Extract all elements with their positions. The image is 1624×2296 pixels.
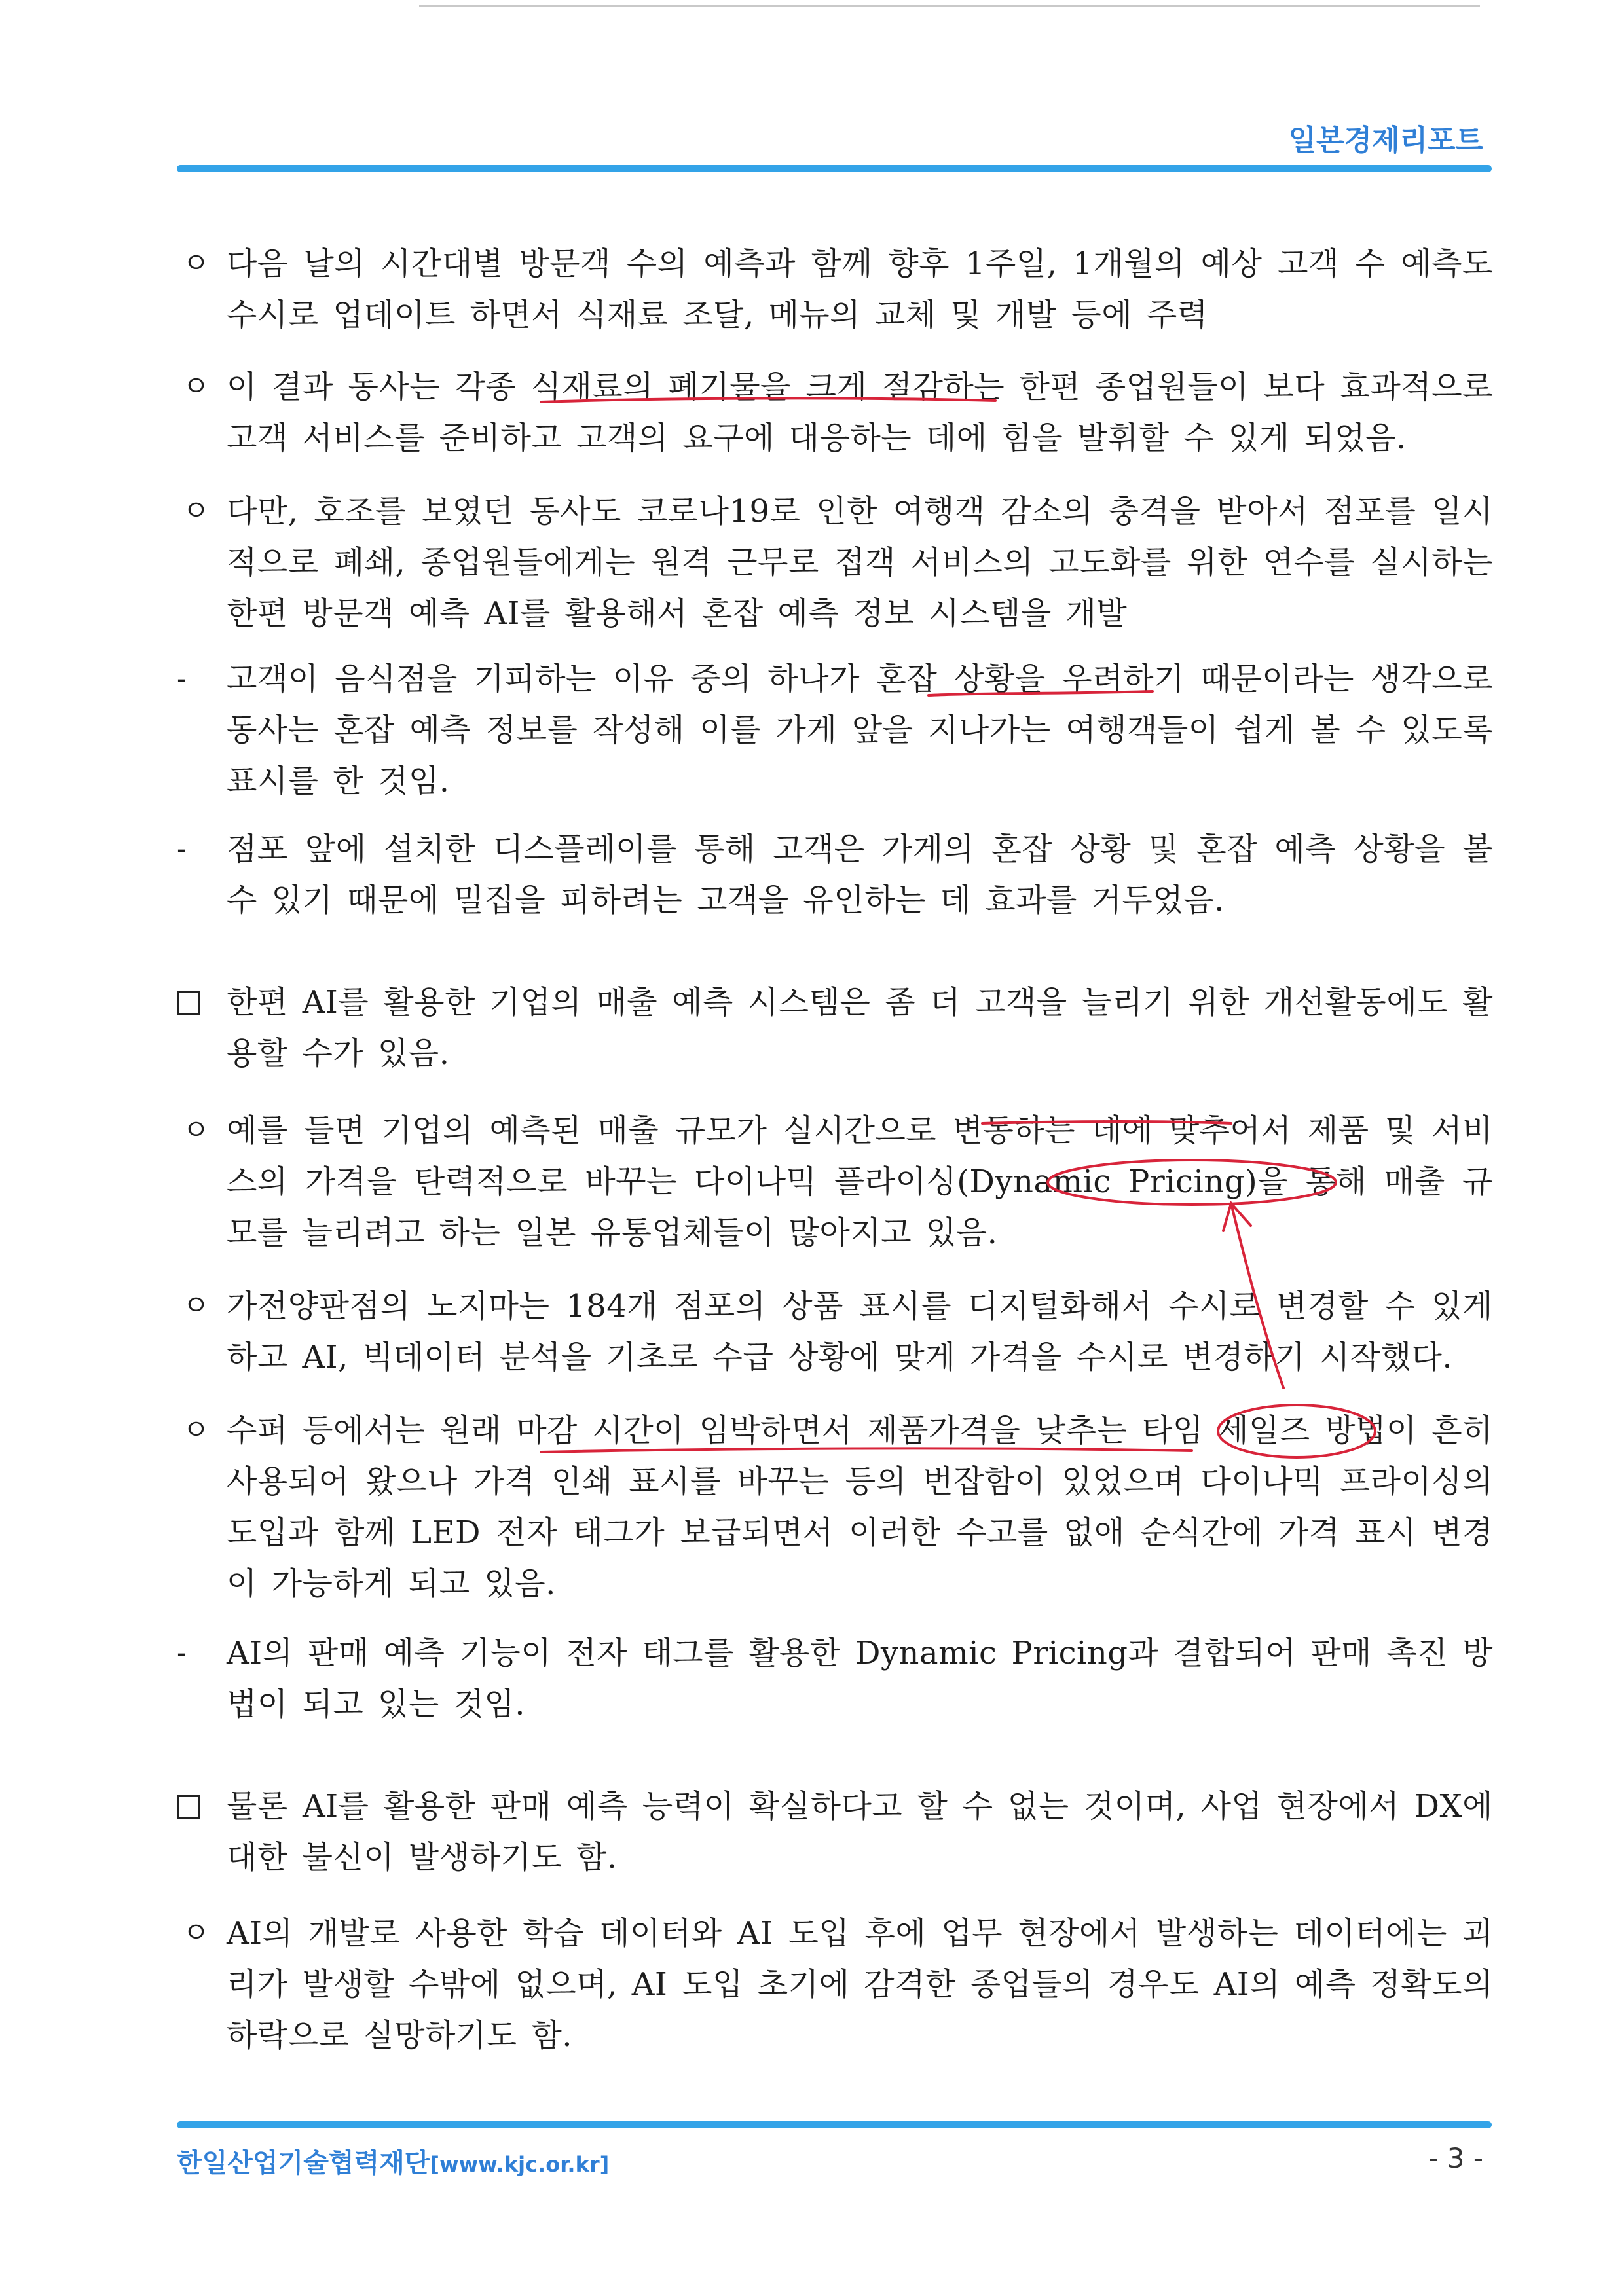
bullet-text: 이 결과 동사는 각종 식재료의 폐기물을 크게 절감하는 한편 종업원들이 보다 효과적으로 고객 서비스를 준비하고 고객의 요구에 대응하는 데에 힘을 발휘할 수 있게 되었음.	[227, 369, 1493, 456]
bullet-item	[177, 238, 1493, 340]
report-title: 일본경제리포트	[1288, 124, 1483, 157]
circle-bullet-marker: ㅇ	[182, 247, 210, 280]
dash-item	[177, 653, 1493, 807]
organization-name: 한일산업기술협력재단	[177, 2148, 430, 2178]
bullet-text: 다음 날의 시간대별 방문객 수의 예측과 함께 향후 1주일, 1개월의 예상 고객 수 예측도 수시로 업데이트 하면서 식재료 조달, 메뉴의 교체 및 개발 등에 주력	[227, 246, 1493, 333]
footer-divider	[177, 2121, 1492, 2128]
circle-bullet-marker: ㅇ	[182, 1289, 210, 1322]
circle-bullet-marker: ㅇ	[182, 1916, 210, 1950]
bullet-item	[177, 486, 1493, 639]
section-text: 한편 AI를 활용한 기업의 매출 예측 시스템은 좀 더 고객을 늘리기 위한 개선활동에도 활용할 수가 있음.	[227, 984, 1493, 1072]
section-item	[177, 1781, 1493, 1883]
circle-bullet-marker: ㅇ	[182, 1413, 210, 1447]
bullet-item	[177, 1908, 1493, 2061]
bullet-text: 수퍼 등에서는 원래 마감 시간이 임박하면서 제품가격을 낮추는 타임 세일즈 방법이 흔히 사용되어 왔으나 가격 인쇄 표시를 바꾸는 등의 번잡함이 있었으며 다이나믹 프라이싱의 도입과 함께 LED 전자 태그가 보급되면서 이러한 수고를 없애 순식간에 가격 표시 변경이 가능하게 되고 있음.	[227, 1412, 1493, 1602]
header-divider	[177, 165, 1492, 172]
bullet-text: 다만, 호조를 보였던 동사도 코로나19로 인한 여행객 감소의 충격을 받아서 점포를 일시적으로 폐쇄, 종업원들에게는 원격 근무로 접객 서비스의 고도화를 위한 연수를 실시하는 한편 방문객 예측 AI를 활용해서 혼잡 예측 정보 시스템을 개발	[227, 493, 1493, 632]
page-number: - 3 -	[1428, 2142, 1483, 2174]
bullet-item	[177, 361, 1493, 464]
bullet-text: 가전양판점의 노지마는 184개 점포의 상품 표시를 디지털화해서 수시로 변경할 수 있게 하고 AI, 빅데이터 분석을 기초로 수급 상황에 맞게 가격을 수시로 변경하기 시작했다.	[227, 1288, 1493, 1376]
footer-organization	[177, 2142, 609, 2179]
bullet-text: 예를 들면 기업의 예측된 매출 규모가 실시간으로 변동하는 데에 맞추어서 제품 및 서비스의 가격을 탄력적으로 바꾸는 다이나믹 플라이싱(Dynamic Pricing)을 통해 매출 규모를 늘리려고 하는 일본 유통업체들이 많아지고 있음.	[227, 1112, 1493, 1251]
bullet-text: AI의 개발로 사용한 학습 데이터와 AI 도입 후에 업무 현장에서 발생하는 데이터에는 괴리가 발생할 수밖에 없으며, AI 도입 초기에 감격한 종업들의 경우도 AI의 예측 정확도의 하락으로 실망하기도 함.	[227, 1915, 1493, 2054]
dash-item	[177, 1628, 1493, 1730]
circle-bullet-marker: ㅇ	[182, 494, 210, 528]
circle-bullet-marker: ㅇ	[182, 1114, 210, 1147]
dash-marker: -	[177, 1636, 187, 1669]
dash-text: AI의 판매 예측 기능이 전자 태그를 활용한 Dynamic Pricing과 결합되어 판매 촉진 방법이 되고 있는 것임.	[227, 1635, 1493, 1722]
bullet-item	[177, 1281, 1493, 1383]
section-item	[177, 977, 1493, 1079]
box-bullet-marker	[177, 991, 200, 1015]
scan-edge-line	[419, 5, 1480, 7]
dash-item	[177, 824, 1493, 926]
bullet-item	[177, 1105, 1493, 1258]
bullet-item	[177, 1405, 1493, 1609]
dash-text: 고객이 음식점을 기피하는 이유 중의 하나가 혼잡 상황을 우려하기 때문이라는 생각으로 동사는 혼잡 예측 정보를 작성해 이를 가게 앞을 지나가는 여행객들이 쉽게 볼 수 있도록 표시를 한 것임.	[227, 661, 1493, 799]
circle-bullet-marker: ㅇ	[182, 370, 210, 403]
dash-text: 점포 앞에 설치한 디스플레이를 통해 고객은 가게의 혼잡 상황 및 혼잡 예측 상황을 볼 수 있기 때문에 밀집을 피하려는 고객을 유인하는 데 효과를 거두었음.	[227, 831, 1493, 919]
dash-marker: -	[177, 832, 187, 866]
organization-url: [www.kjc.or.kr]	[430, 2152, 610, 2177]
section-text: 물론 AI를 활용한 판매 예측 능력이 확실하다고 할 수 없는 것이며, 사업 현장에서 DX에 대한 불신이 발생하기도 함.	[227, 1788, 1493, 1876]
dash-marker: -	[177, 662, 187, 695]
box-bullet-marker	[177, 1795, 200, 1819]
